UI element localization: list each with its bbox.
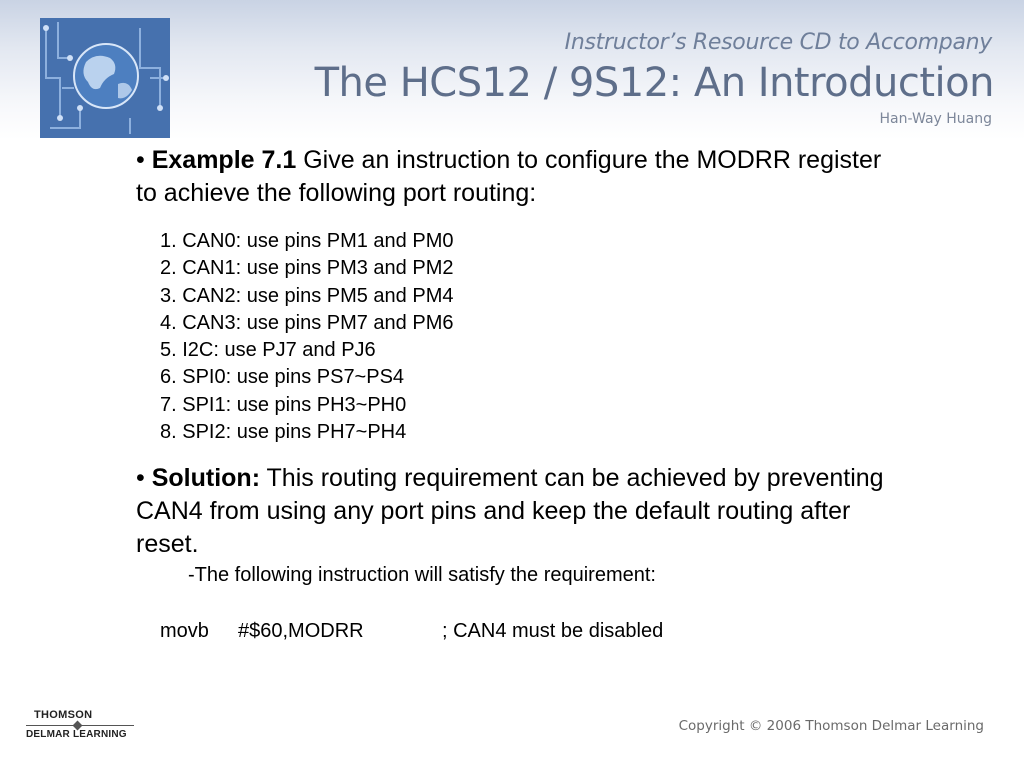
solution-paragraph xyxy=(136,462,896,561)
book-cover-image xyxy=(40,18,170,138)
list-item: 2. CAN1: use pins PM3 and PM2 xyxy=(160,257,454,280)
list-item: 8. SPI2: use pins PH7~PH4 xyxy=(160,421,407,444)
copyright-notice: Copyright © 2006 Thomson Delmar Learning xyxy=(678,718,984,734)
slide-content xyxy=(136,144,896,589)
solution-label: Solution: xyxy=(151,464,261,493)
publisher-name-bottom: DELMAR LEARNING xyxy=(26,729,127,739)
code-comment: ; CAN4 must be disabled xyxy=(442,620,664,642)
publisher-name-top: THOMSON xyxy=(34,709,93,721)
solution-note: -The following instruction will satisfy the requirement: xyxy=(188,564,656,587)
solution-text: This routing requirement can be achieved by preventing CAN4 from using any port pins and keep the default routing after reset. xyxy=(136,464,884,559)
example-label: Example 7.1 xyxy=(151,146,297,174)
list-item: 4. CAN3: use pins PM7 and PM6 xyxy=(160,311,454,334)
header-title: The HCS12 / 9S12: An Introduction xyxy=(314,60,994,106)
example-text: Give an instruction to configure the MODRR register to achieve the following port routing: xyxy=(136,146,882,207)
code-opcode: movb xyxy=(160,620,209,642)
example-paragraph xyxy=(136,144,896,210)
publisher-logo xyxy=(26,707,136,743)
list-item: 7. SPI1: use pins PH3~PH0 xyxy=(160,393,407,416)
routing-requirements-list xyxy=(160,228,896,446)
code-line xyxy=(160,620,663,643)
code-operand: #$60,MODRR xyxy=(238,620,364,642)
header-subtitle: Instructor’s Resource CD to Accompany xyxy=(564,30,992,55)
list-item: 1. CAN0: use pins PM1 and PM0 xyxy=(160,230,454,252)
list-item: 6. SPI0: use pins PS7~PS4 xyxy=(160,366,405,389)
bullet: • xyxy=(136,146,145,174)
list-item: 5. I2C: use PJ7 and PJ6 xyxy=(160,339,376,362)
bullet: • xyxy=(136,464,145,493)
header-author: Han-Way Huang xyxy=(879,111,992,127)
list-item: 3. CAN2: use pins PM5 and PM4 xyxy=(160,284,454,307)
